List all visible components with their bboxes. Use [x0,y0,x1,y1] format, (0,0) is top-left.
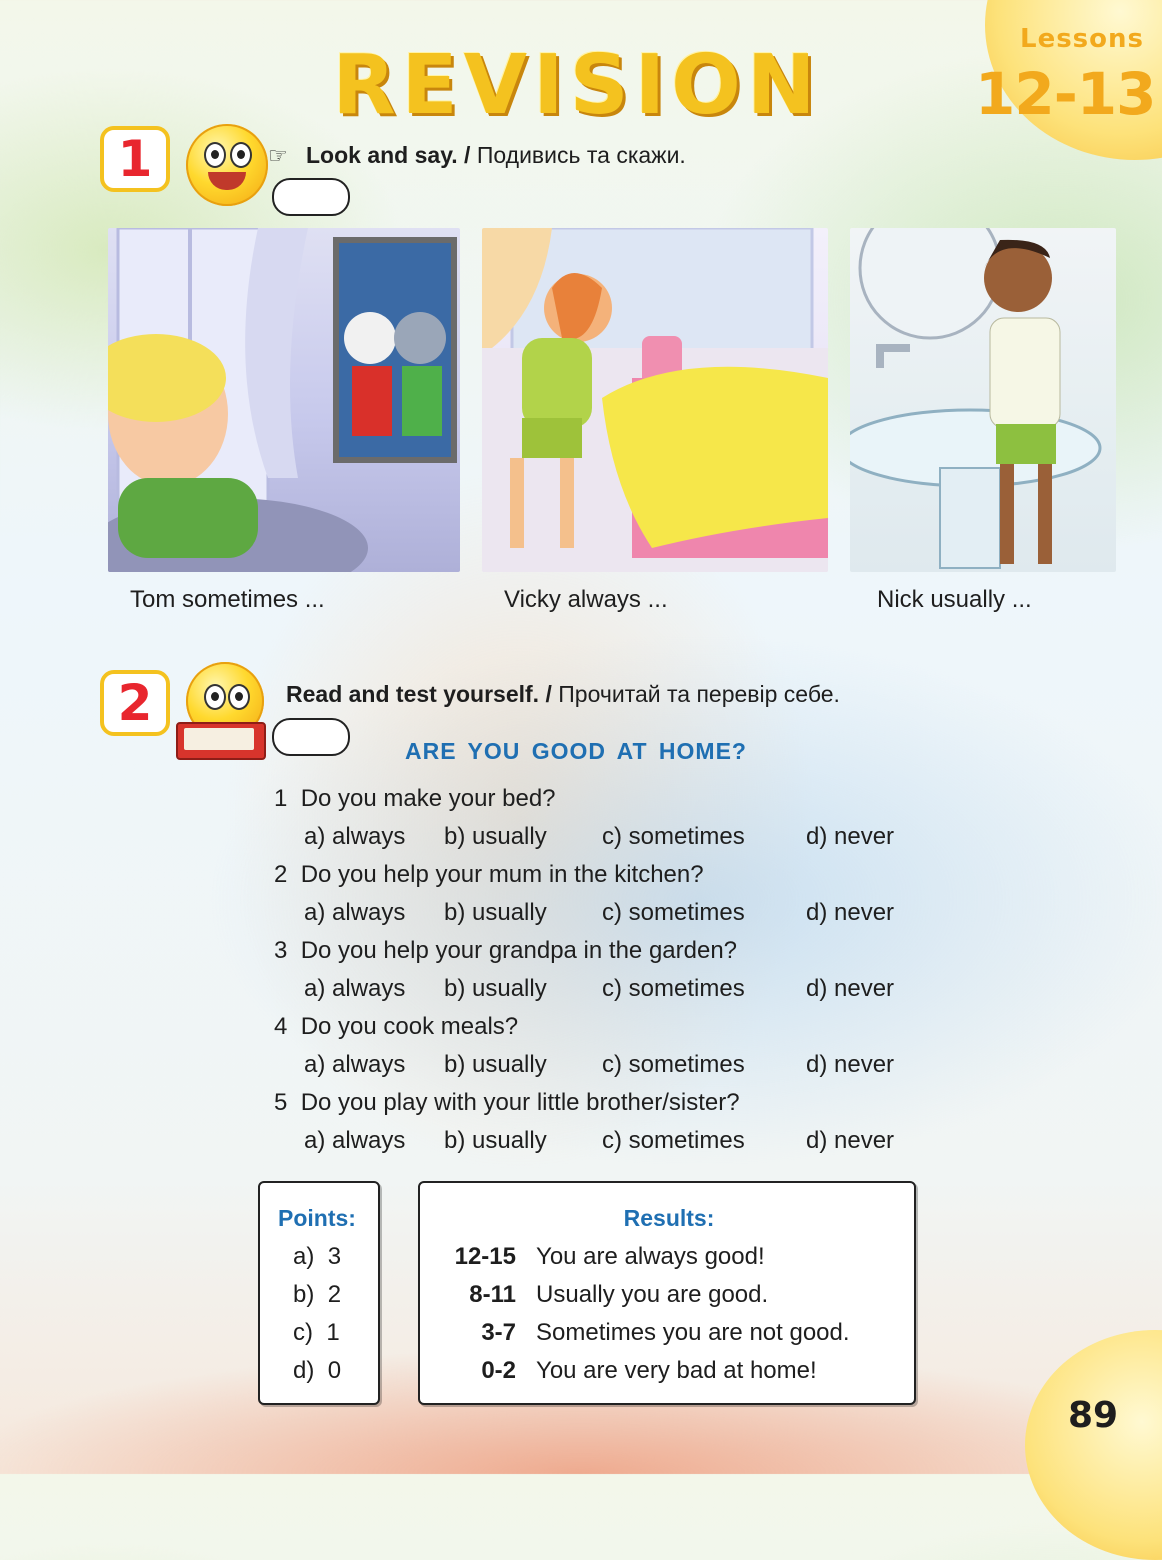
picture-vicky-making-bed [482,228,828,572]
results-text: Sometimes you are not good. [536,1319,850,1346]
instruction-english-2: Read and test yourself. / [286,681,552,707]
results-row-3 [436,1319,850,1347]
options-row-4 [0,1051,1162,1085]
points-box [258,1181,380,1405]
question-4 [274,1013,518,1041]
question-5 [274,1089,740,1117]
option-c[interactable]: c) sometimes [602,1051,745,1078]
results-box [418,1181,916,1405]
exercise-2-number: 2 [100,670,170,736]
question-text: Do you help your mum in the kitchen? [300,861,704,888]
results-text: You are very bad at home! [536,1357,817,1384]
question-number: 4 [274,1013,288,1040]
page-title: REVISION [332,38,822,133]
smiley-pointing-icon [186,124,268,206]
results-heading: Results: [623,1205,715,1231]
caption-nick: Nick usually ... [877,586,1032,613]
option-a[interactable]: a) always [304,823,406,850]
exercise-1-number: 1 [100,126,170,192]
results-range: 3-7 [481,1319,516,1346]
points-row-c [293,1319,340,1347]
option-b[interactable]: b) usually [444,1127,547,1154]
option-c[interactable]: c) sometimes [602,823,745,850]
results-text: Usually you are good. [536,1281,769,1308]
options-row-1 [0,823,1162,857]
question-number: 2 [274,861,288,888]
option-c[interactable]: c) sometimes [602,975,745,1002]
points-value: 3 [327,1243,342,1270]
option-d[interactable]: d) never [806,823,895,850]
instruction-english: Look and say. / [306,142,471,168]
option-b[interactable]: b) usually [444,823,547,850]
options-row-5 [0,1127,1162,1161]
quiz-title: ARE YOU GOOD AT HOME? [405,738,747,764]
question-text: Do you play with your little brother/sister? [300,1089,740,1116]
question-text: Do you help your grandpa in the garden? [300,937,738,964]
points-row-a [293,1243,341,1271]
option-a[interactable]: a) always [304,975,406,1002]
instruction-ukrainian: Подивись та скажи. [476,142,686,168]
page-number-background [1025,1330,1162,1560]
option-b[interactable]: b) usually [444,899,547,926]
option-c[interactable]: c) sometimes [602,899,745,926]
option-d[interactable]: d) never [806,1051,895,1078]
picture-tom-watching-tv [108,228,460,572]
option-d[interactable]: d) never [806,899,895,926]
option-d[interactable]: d) never [806,975,895,1002]
results-row-2 [436,1281,768,1309]
option-a[interactable]: a) always [304,899,406,926]
exercise-2-instruction [286,681,840,708]
points-row-d [293,1357,341,1385]
points-heading: Points: [278,1205,356,1231]
question-text: Do you make your bed? [300,785,556,812]
question-number: 5 [274,1089,288,1116]
lessons-number: 12-13 [975,60,1156,128]
option-d[interactable]: d) never [806,1127,895,1154]
results-text: You are always good! [536,1243,765,1270]
points-letter: a) [293,1243,315,1270]
instruction-ukrainian-2: Прочитай та перевір себе. [558,681,840,707]
option-a[interactable]: a) always [304,1051,406,1078]
picture-nick-washing-hands [850,228,1116,572]
points-letter: b) [293,1281,315,1308]
results-range: 0-2 [481,1357,516,1384]
caption-vicky: Vicky always ... [504,586,668,613]
points-value: 2 [327,1281,342,1308]
question-text: Do you cook meals? [300,1013,519,1040]
option-b[interactable]: b) usually [444,975,547,1002]
option-a[interactable]: a) always [304,1127,406,1154]
speech-bubble-icon [272,178,350,216]
results-range: 8-11 [469,1281,516,1308]
book-icon [176,722,266,760]
options-row-2 [0,899,1162,933]
speech-bubble-icon-2 [272,718,350,756]
points-letter: d) [293,1357,315,1384]
question-number: 1 [274,785,288,812]
results-row-4 [436,1357,817,1385]
question-1 [274,785,556,813]
question-3 [274,937,737,965]
points-value: 1 [326,1319,340,1346]
results-row-1 [436,1243,765,1271]
points-value: 0 [327,1357,342,1384]
question-2 [274,861,704,889]
options-row-3 [0,975,1162,1009]
lessons-label: Lessons [1020,24,1144,54]
points-letter: c) [293,1319,313,1346]
exercise-1-instruction [306,142,686,169]
results-range: 12-15 [454,1243,516,1270]
page-number: 89 [1068,1395,1119,1436]
option-b[interactable]: b) usually [444,1051,547,1078]
caption-tom: Tom sometimes ... [130,586,325,613]
points-row-b [293,1281,341,1309]
pointing-hand-icon: ☞ [268,144,288,169]
question-number: 3 [274,937,288,964]
option-c[interactable]: c) sometimes [602,1127,745,1154]
